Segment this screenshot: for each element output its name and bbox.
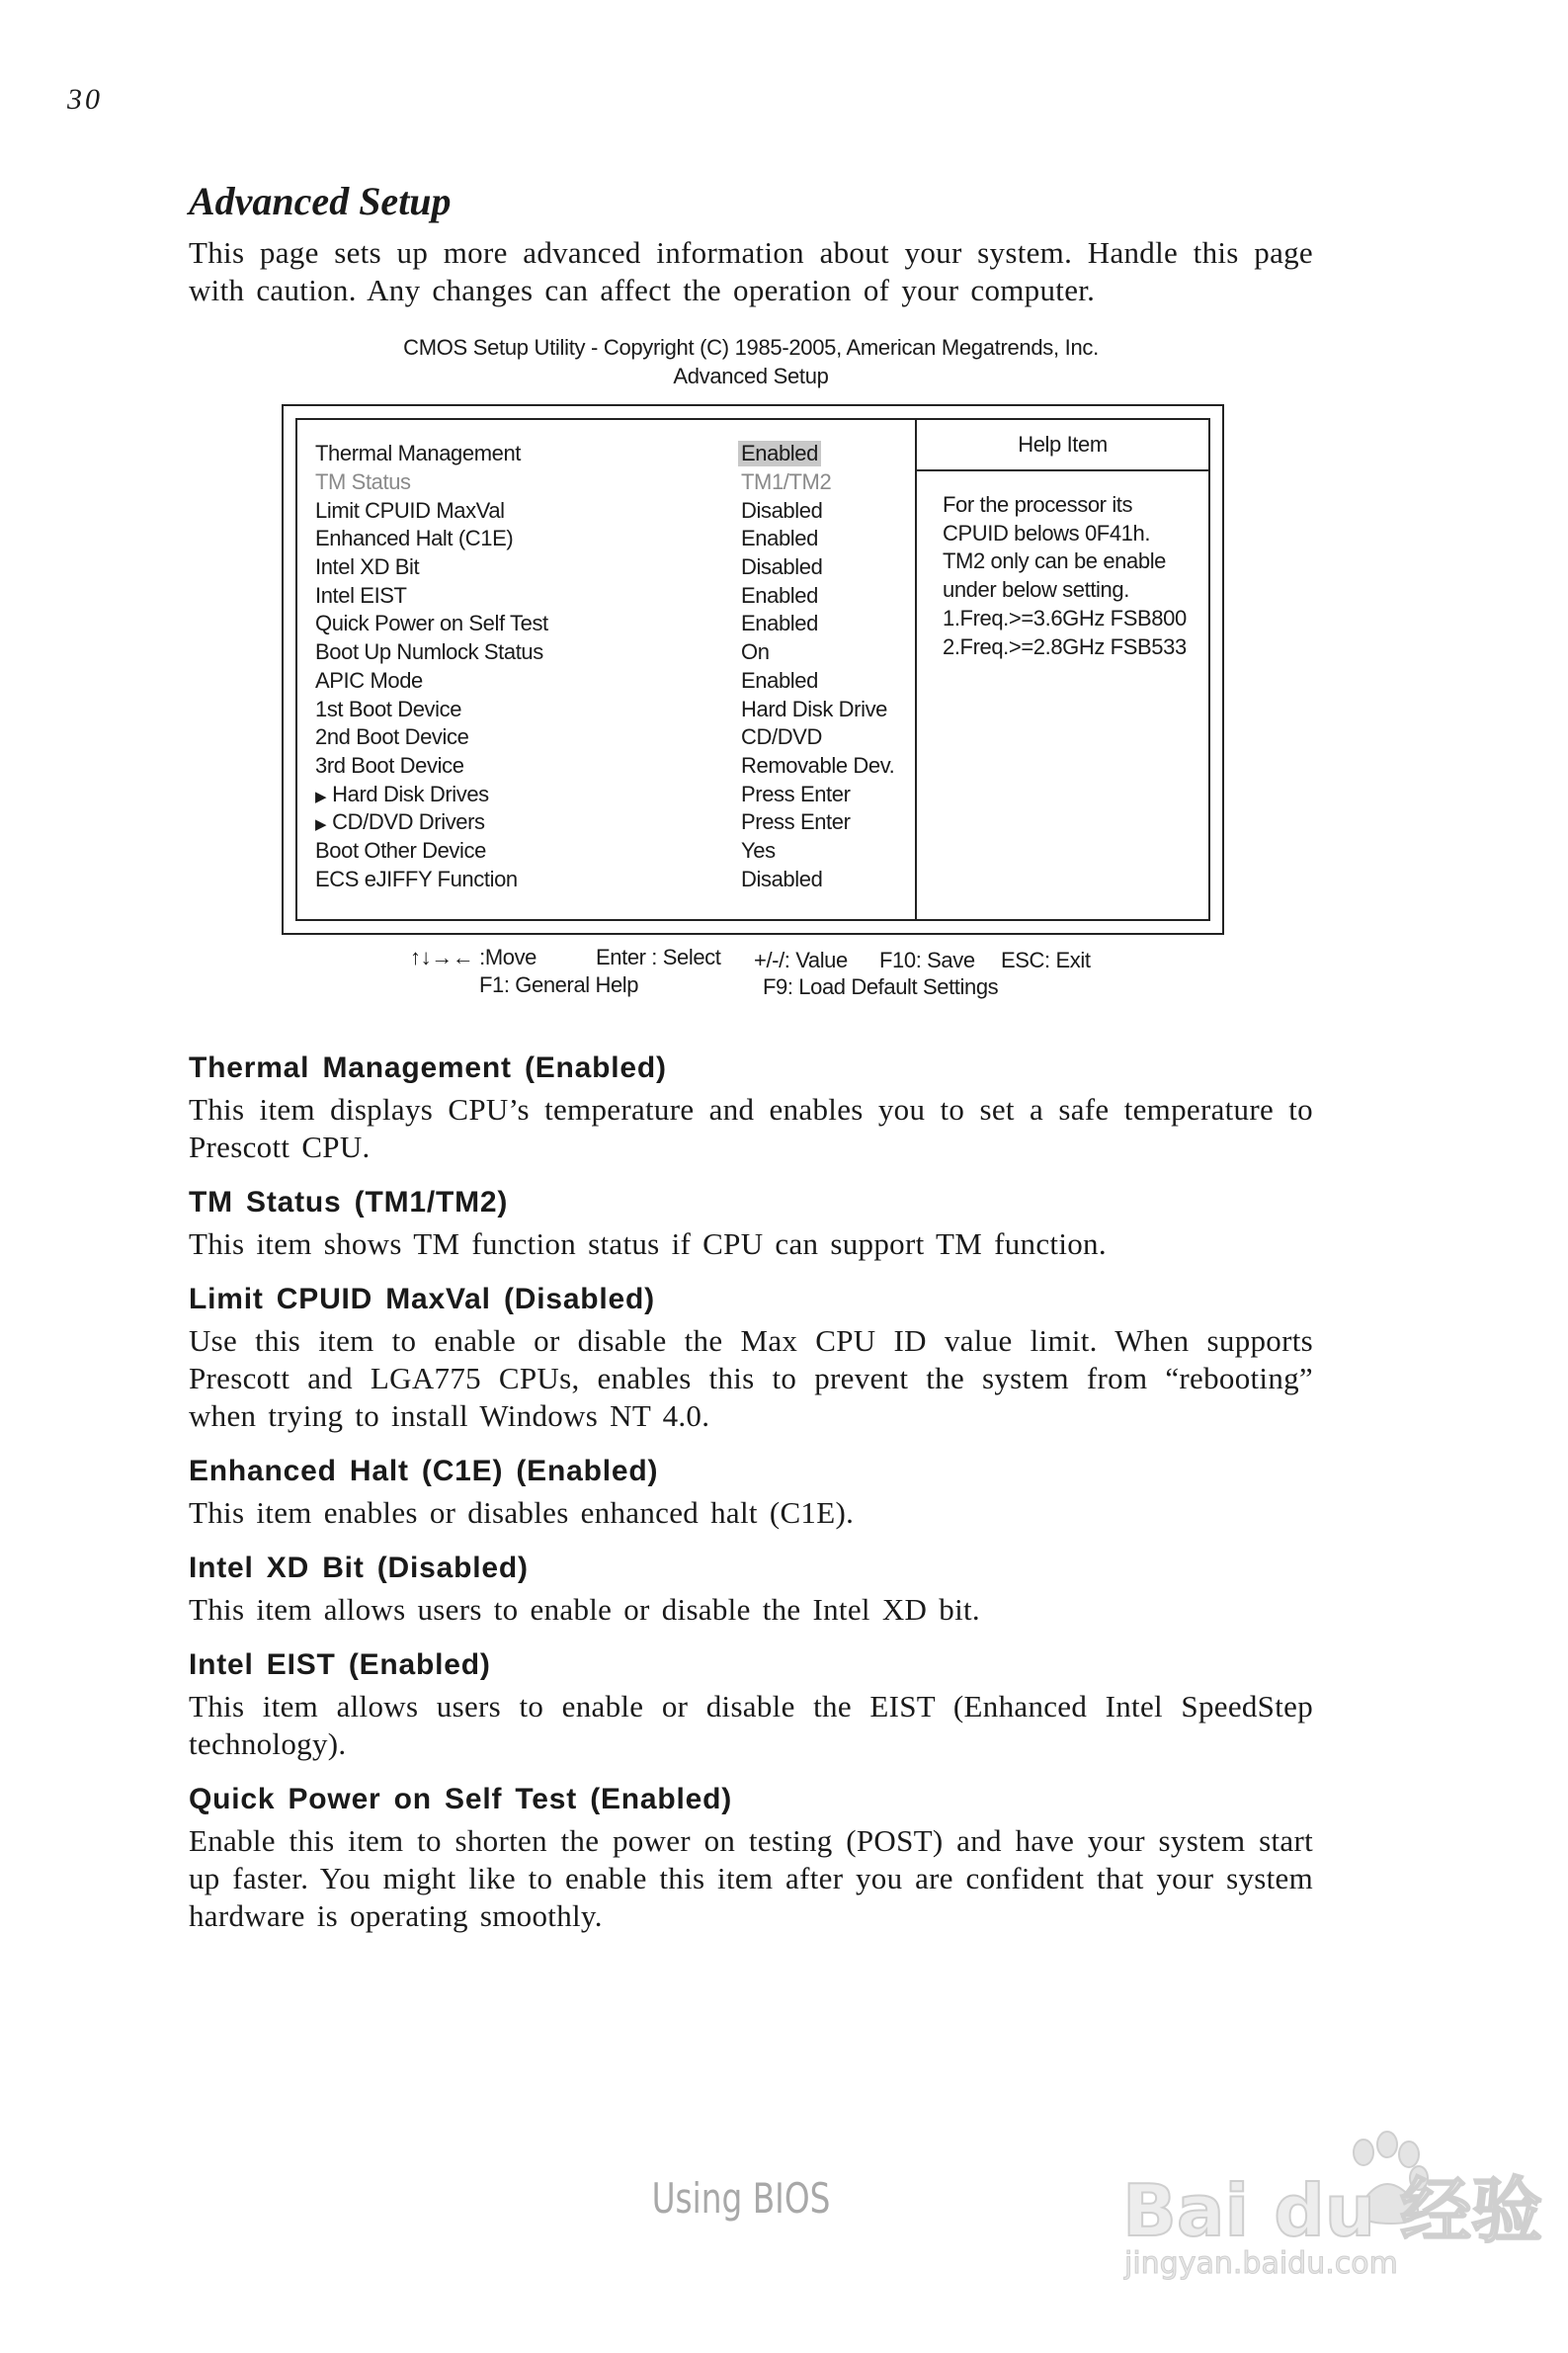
bios-panel xyxy=(295,418,1210,921)
bios-row-boot-other[interactable] xyxy=(315,837,915,866)
item-thermal-management xyxy=(189,1051,1313,1166)
bios-screen-title: Advanced Setup xyxy=(673,364,829,388)
bios-row-label: Quick Power on Self Test xyxy=(315,611,548,636)
bios-row-enhanced-halt[interactable] xyxy=(315,525,915,553)
bios-row-value[interactable]: Disabled xyxy=(741,554,823,580)
bios-row-apic-mode[interactable] xyxy=(315,667,915,696)
bios-row-value[interactable]: Disabled xyxy=(741,866,823,891)
bios-row-label: Intel EIST xyxy=(315,582,407,608)
item-title: Limit CPUID MaxVal (Disabled) xyxy=(189,1283,655,1315)
bios-row-thermal-management[interactable] xyxy=(315,440,915,468)
intro-paragraph: This page sets up more advanced information about your system. Handle this page with caution. Any changes can affect the operation of your computer. xyxy=(189,235,1313,307)
item-text: Enable this item to shorten the power on testing (POST) and have your system start up faster. You might like to enable this item after you are confident that your system hardware is operating smoothly. xyxy=(189,1823,1313,1933)
key-exit: ESC: Exit xyxy=(1001,948,1091,972)
bios-row-ejiffy[interactable] xyxy=(315,865,915,893)
bios-row-limit-cpuid[interactable] xyxy=(315,496,915,525)
help-line: 2.Freq.>=2.8GHz FSB533 xyxy=(943,633,1187,659)
watermark-brand: Bai du 经验 xyxy=(1122,2169,1543,2252)
item-descriptions xyxy=(189,1051,1313,1935)
help-line: CPUID belows 0F41h. xyxy=(943,520,1151,546)
watermark-url: jingyan.baidu.com xyxy=(1124,2246,1398,2281)
bios-row-label: TM Status xyxy=(315,469,411,495)
bios-row-label: Enhanced Halt (C1E) xyxy=(315,526,514,551)
bios-row-quick-post[interactable] xyxy=(315,610,915,638)
bios-row-hard-disk-drives[interactable] xyxy=(315,780,915,808)
item-title: Enhanced Halt (C1E) (Enabled) xyxy=(189,1455,659,1487)
section-title: Advanced Setup xyxy=(189,179,452,223)
item-enhanced-halt xyxy=(189,1455,1313,1532)
bios-header xyxy=(189,333,1313,390)
item-tm-status xyxy=(189,1186,1313,1263)
bios-settings-list xyxy=(297,420,917,919)
page-number: 30 xyxy=(67,83,103,116)
bios-row-label: CD/DVD Drivers xyxy=(332,809,485,835)
bios-row-value[interactable]: Enabled xyxy=(741,526,818,551)
item-limit-cpuid xyxy=(189,1283,1313,1435)
bios-row-value[interactable]: Press Enter xyxy=(741,809,851,835)
bios-row-3rd-boot[interactable] xyxy=(315,752,915,781)
item-intel-xd-bit xyxy=(189,1552,1313,1629)
bios-row-value[interactable]: Enabled xyxy=(741,611,818,636)
key-move: ↑↓→← :Move xyxy=(410,945,537,969)
bios-screen xyxy=(282,404,1224,935)
key-defaults: F9: Load Default Settings xyxy=(763,974,999,999)
bios-row-label: Boot Other Device xyxy=(315,837,486,863)
bios-row-value[interactable]: Enabled xyxy=(741,582,818,608)
item-text: This item shows TM function status if CPU can support TM function. xyxy=(189,1226,1107,1261)
item-quick-post xyxy=(189,1783,1313,1935)
bios-help-panel xyxy=(917,420,1208,919)
item-title: Quick Power on Self Test (Enabled) xyxy=(189,1783,733,1815)
help-title: Help Item xyxy=(917,420,1208,471)
help-line: For the processor its xyxy=(943,492,1133,517)
bios-row-label-wrap xyxy=(315,782,738,807)
help-line: 1.Freq.>=3.6GHz FSB800 xyxy=(943,605,1187,630)
key-value: +/-/: Value xyxy=(754,948,848,972)
bios-row-label: 1st Boot Device xyxy=(315,696,462,721)
bios-row-label: Intel XD Bit xyxy=(315,554,420,580)
bios-copyright: CMOS Setup Utility - Copyright (C) 1985-2005, American Megatrends, Inc. xyxy=(403,335,1099,360)
page-content xyxy=(189,178,1313,1955)
bios-row-value[interactable]: Hard Disk Drive xyxy=(741,696,888,721)
bios-key-legend xyxy=(189,945,1313,1006)
bios-row-1st-boot[interactable] xyxy=(315,695,915,723)
submenu-arrow-icon: ▶ xyxy=(315,788,327,805)
item-title: Thermal Management (Enabled) xyxy=(189,1051,667,1084)
key-help: F1: General Help xyxy=(479,972,639,997)
bios-row-label-wrap xyxy=(315,809,738,835)
help-text xyxy=(917,471,1208,661)
page-footer-caption: Using BIOS xyxy=(651,2174,831,2223)
bios-row-cd-dvd-drivers[interactable] xyxy=(315,808,915,837)
bios-row-value[interactable]: Enabled xyxy=(738,441,821,466)
bios-row-label: Boot Up Numlock Status xyxy=(315,639,543,665)
bios-row-value[interactable]: Removable Dev. xyxy=(741,752,895,778)
bios-row-value[interactable]: Disabled xyxy=(741,497,823,523)
bios-row-value: TM1/TM2 xyxy=(741,469,832,495)
bios-row-label: 3rd Boot Device xyxy=(315,752,464,778)
bios-row-label: Limit CPUID MaxVal xyxy=(315,497,505,523)
bios-row-label: APIC Mode xyxy=(315,667,423,693)
bios-row-numlock[interactable] xyxy=(315,638,915,667)
key-save: F10: Save xyxy=(879,948,975,972)
item-intel-eist xyxy=(189,1648,1313,1763)
help-line: TM2 only can be enable xyxy=(943,548,1167,574)
bios-row-value[interactable]: Enabled xyxy=(741,667,818,693)
baidu-watermark-logo xyxy=(1114,2125,1543,2283)
bios-row-2nd-boot[interactable] xyxy=(315,723,915,752)
bios-row-intel-xd-bit[interactable] xyxy=(315,553,915,582)
item-title: TM Status (TM1/TM2) xyxy=(189,1186,509,1219)
item-text: Use this item to enable or disable the Max CPU ID value limit. When supports Prescott and LGA775 CPUs, enables this to prevent the system from “rebooting” when trying to install Windows NT 4.0. xyxy=(189,1323,1313,1433)
item-text: This item enables or disables enhanced halt (C1E). xyxy=(189,1495,855,1530)
submenu-arrow-icon: ▶ xyxy=(315,816,327,834)
item-title: Intel EIST (Enabled) xyxy=(189,1648,491,1681)
item-text: This item allows users to enable or disable the EIST (Enhanced Intel SpeedStep technology). xyxy=(189,1689,1313,1761)
bios-row-label: 2nd Boot Device xyxy=(315,724,469,750)
bios-row-intel-eist[interactable] xyxy=(315,581,915,610)
item-text: This item displays CPU’s temperature and enables you to set a safe temperature to Prescott CPU. xyxy=(189,1092,1313,1164)
bios-row-label: Thermal Management xyxy=(315,441,522,466)
bios-row-label: Hard Disk Drives xyxy=(332,781,489,806)
bios-row-value[interactable]: CD/DVD xyxy=(741,724,822,750)
bios-row-value[interactable]: Yes xyxy=(741,837,776,863)
bios-row-tm-status xyxy=(315,468,915,497)
bios-row-label: ECS eJIFFY Function xyxy=(315,866,518,891)
item-title: Intel XD Bit (Disabled) xyxy=(189,1552,529,1584)
bios-row-value[interactable]: Press Enter xyxy=(741,781,851,806)
key-select: Enter : Select xyxy=(596,945,721,969)
bios-row-value[interactable]: On xyxy=(741,639,770,665)
item-text: This item allows users to enable or disable the Intel XD bit. xyxy=(189,1592,980,1627)
help-line: under below setting. xyxy=(943,577,1129,603)
